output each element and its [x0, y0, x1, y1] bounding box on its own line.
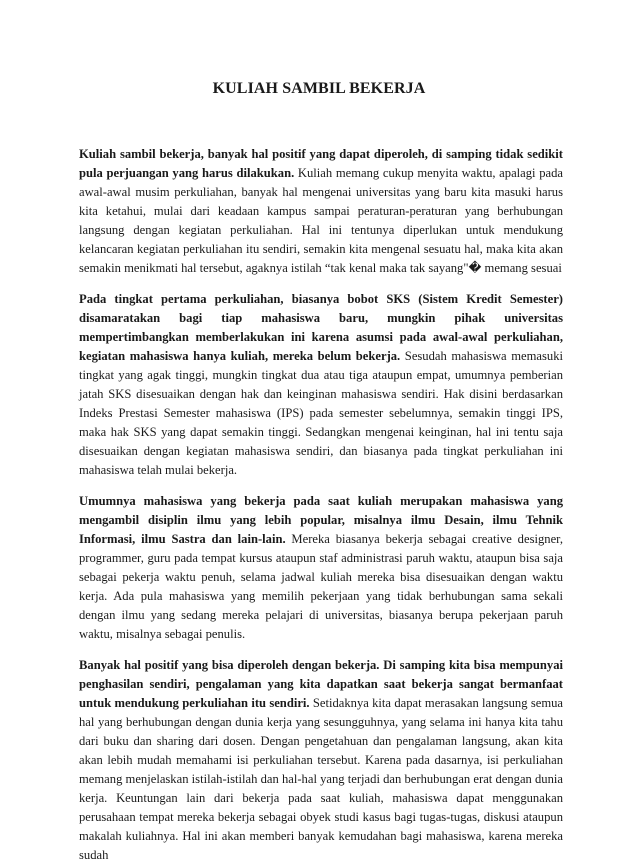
paragraph-3 — [79, 492, 563, 644]
paragraph-4-bold-lead: Banyak hal positif yang bisa diperoleh dengan bekerja. Di samping kita bisa mempunyai penghasilan sendiri, pengalaman yang kita dapatkan saat bekerja sangat bermanfaat untuk mendukung perkuliahan itu sendiri. — [79, 658, 563, 710]
paragraph-1-text: Kuliah memang cukup menyita waktu, apalagi pada awal-awal musim perkuliahan, banyak hal mengenai universitas yang baru kita masuki harus kita ketahui, mulai dari keadaan kampus sampai peraturan-peraturan yang berhubungan langsung dengan kegiatan perkuliahan. Hal ini tentunya diperlukan untuk mendukung kelancaran kegiatan perkuliahan itu sendiri, semakin kita mengenal sesuatu hal, maka kita akan semakin menikmati hal tersebut, agaknya istilah “tak kenal maka tak sayang"� memang sesuai — [79, 166, 563, 275]
paragraph-3-bold-lead: Umumnya mahasiswa yang bekerja pada saat kuliah merupakan mahasiswa yang mengambil disiplin ilmu yang lebih popular, misalnya ilmu Desain, ilmu Tehnik Informasi, ilmu Sastra dan lain-lain. — [79, 494, 563, 546]
paragraph-4 — [79, 656, 563, 865]
document-body — [79, 145, 563, 865]
paragraph-2-bold-lead: Pada tingkat pertama perkuliahan, biasanya bobot SKS (Sistem Kredit Semester) disamaratakan bagi tiap mahasiswa baru, mungkin pihak universitas mempertimbangkan memberlakukan ini karena asumsi pada awal-awal perkuliahan, kegiatan mahasiswa hanya kuliah, mereka belum bekerja. — [79, 292, 563, 363]
paragraph-4-text: Setidaknya kita dapat merasakan langsung semua hal yang berhubungan dengan dunia kerja yang sesungguhnya, yang selama ini hanya kita tahu dari buku dan sharing dari dosen. Dengan pengetahuan dan pengalaman langsung, akan kita akan lebih mudah memahami isi perkuliahan tersebut. Karena pada dasarnya, isi perkuliahan memang menjelaskan istilah-istilah dan hal-hal yang terjadi dan berhubungan erat dengan dunia kerja. Keuntungan lain dari bekerja pada saat kuliah, mahasiswa dapat menggunakan perusahaan tempat mereka bekerja sebagai obyek studi kasus bagi tugas-tugas, diskusi ataupun makalah kuliahnya. Hal ini akan memberi banyak kemudahan bagi mahasiswa, karena mereka sudah — [79, 696, 563, 862]
paragraph-3-text: Mereka biasanya bekerja sebagai creative designer, programmer, guru pada tempat kursus ataupun staf administrasi paruh waktu, ataupun bisa saja sebagai pekerja waktu penuh, selama jadwal kuliah mereka bisa disesuaikan dengan waktu kerja. Ada pula mahasiswa yang memilih pekerjaan yang tidak berhubungan sama sekali dengan ilmu yang sedang mereka pelajari di universitas, biasanya berupa pekerjaan paruh waktu, misalnya sebagai penulis. — [79, 532, 563, 641]
document-title: KULIAH SAMBIL BEKERJA — [212, 80, 426, 97]
paragraph-1-bold-lead: Kuliah sambil bekerja, banyak hal positif yang dapat diperoleh, di samping tidak sedikit pula perjuangan yang harus dilakukan. — [79, 147, 563, 180]
paragraph-1 — [79, 145, 563, 278]
paragraph-2-text: Sesudah mahasiswa memasuki tingkat yang agak tinggi, mungkin tingkat dua atau tiga ataupun empat, umumnya pemberian jatah SKS disesuaikan dengan hak dan keinginan mahasiswa sendiri. Hak disini berdasarkan Indeks Prestasi Semester mahasiswa (IPS) pada semester sebelumnya, semakin tinggi IPS, maka hak SKS yang dapat semakin tinggi. Sedangkan mengenai keinginan, hal ini tentu saja disesuaikan dengan kegiatan mahasiswa sendiri, dan biasanya pada tingkat perkuliahan ini mahasiswa telah mulai bekerja. — [79, 349, 563, 477]
paragraph-2 — [79, 290, 563, 480]
